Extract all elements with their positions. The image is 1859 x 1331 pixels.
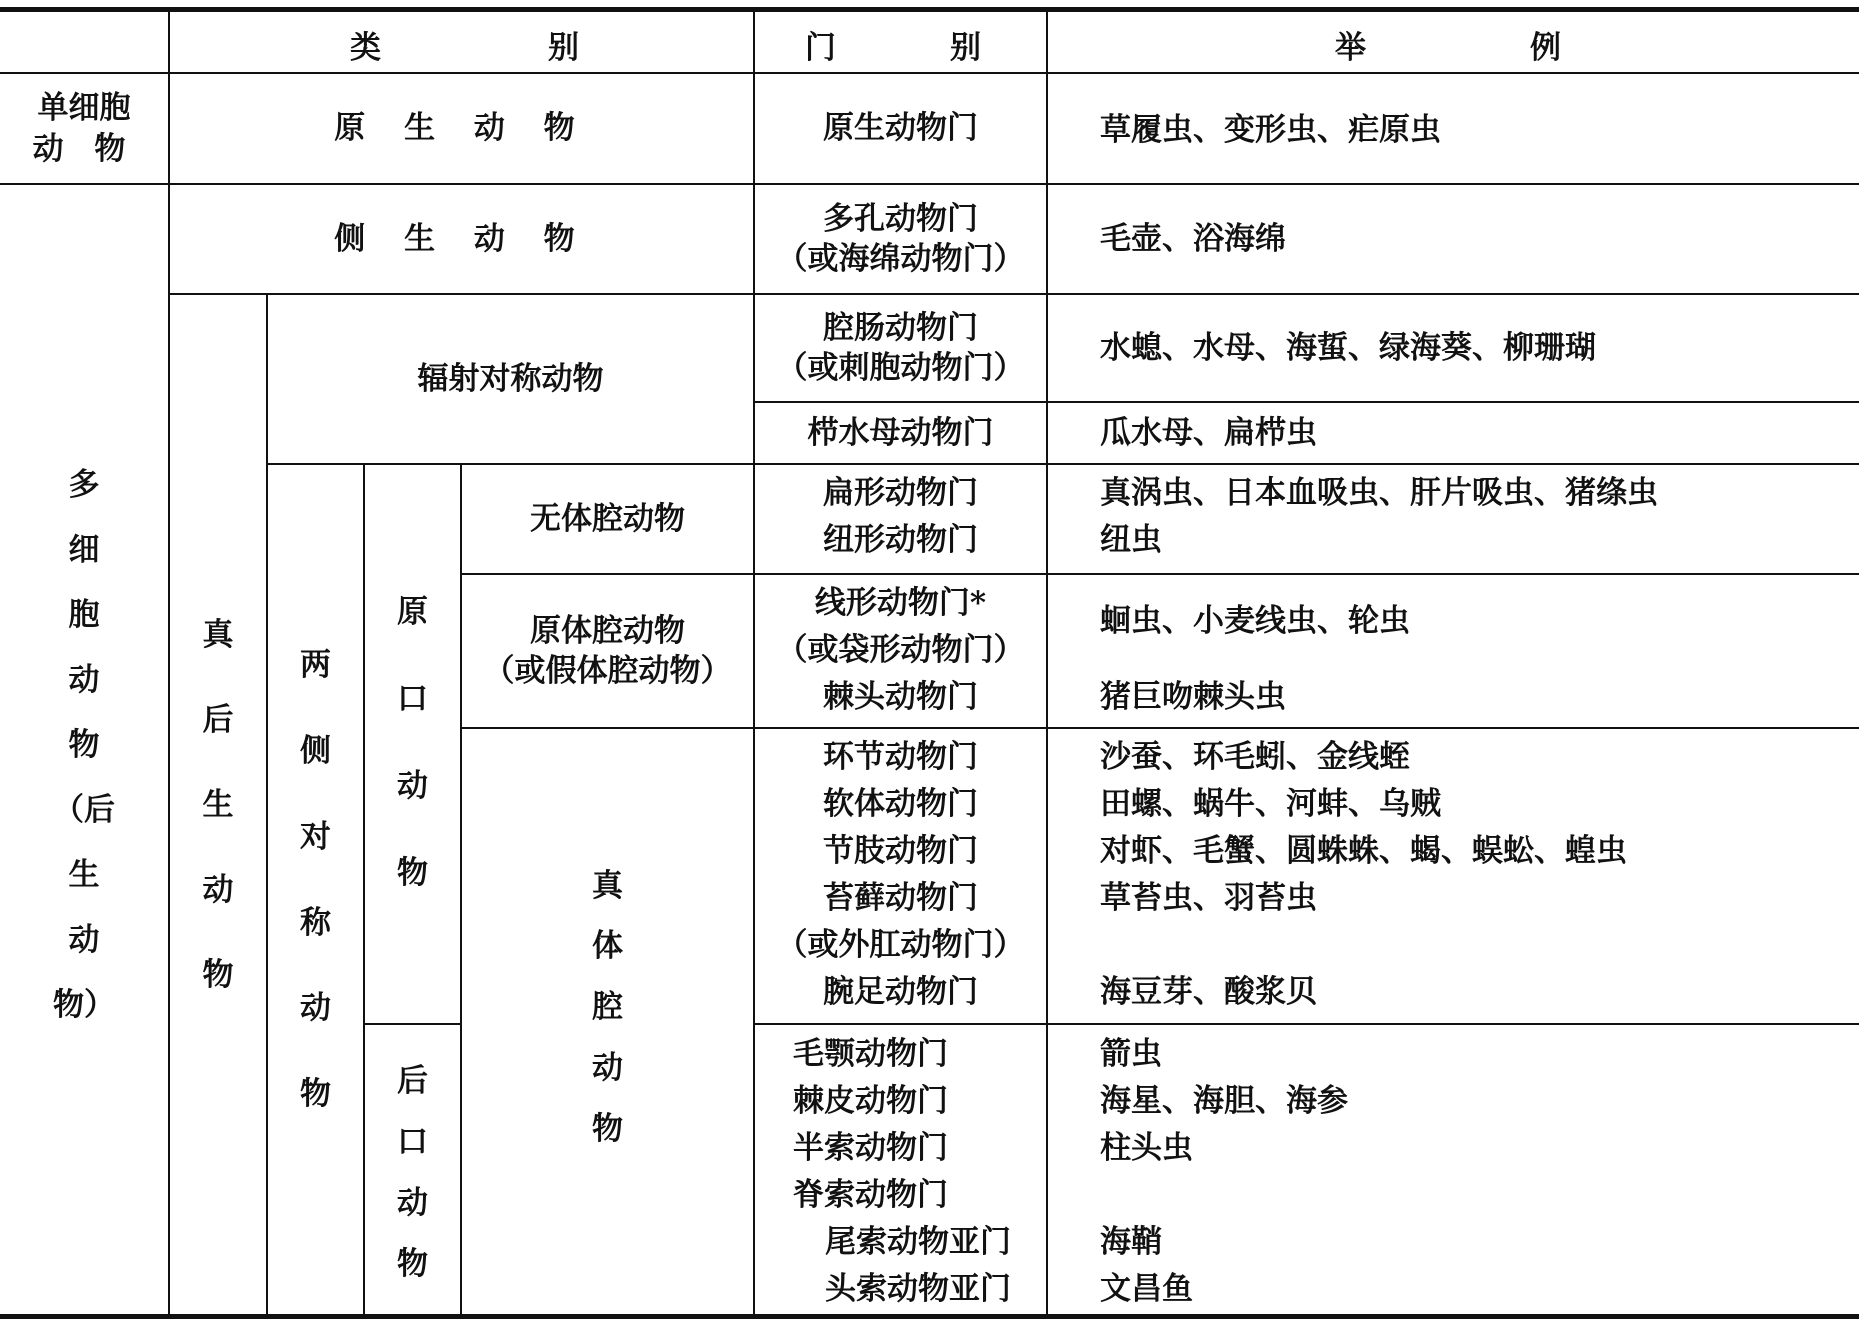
category-coelomate-char: 真: [592, 867, 623, 904]
group-unicellular-line1: 单细胞: [37, 90, 131, 127]
phylum-bryozoa: 苔藓动物门: [823, 880, 978, 917]
subphylum-cephalochordata: 头索动物亚门: [825, 1271, 1011, 1308]
phylum-echinodermata: 棘皮动物门: [793, 1083, 948, 1120]
top-rule: [0, 7, 1859, 12]
header-example-2: 例: [1530, 30, 1561, 66]
group-bilateria-char: 两: [300, 647, 331, 684]
group-multicellular-char: 动: [68, 661, 100, 698]
phylum-nemertea: 纽形动物门: [823, 522, 978, 559]
group-protostome: [365, 545, 460, 940]
group-bilateria: [268, 600, 363, 1160]
group-multicellular-char: 动: [68, 921, 100, 958]
group-protostome-char: 原: [397, 593, 428, 630]
phylum-hemichordata: 半索动物门: [793, 1130, 948, 1167]
examples-platyhelminthes: 真涡虫、日本血吸虫、肝片吸虫、猪绦虫: [1100, 475, 1658, 511]
subphylum-urochordata: 尾索动物亚门: [825, 1224, 1011, 1261]
group-multicellular-char: 多: [68, 466, 100, 503]
header-phylum-2: 别: [950, 30, 981, 66]
examples-acanthocephala: 猪巨吻棘头虫: [1100, 679, 1286, 715]
examples-chaetognatha: 箭虫: [1100, 1036, 1162, 1072]
group-eumetazoa: [170, 570, 266, 1040]
group-bilateria-char: 物: [300, 1076, 331, 1113]
phylum-protozoa: 原生动物门: [823, 110, 978, 147]
header-example-1: 举: [1335, 30, 1366, 66]
examples-cnidaria: 水螅、水母、海蜇、绿海葵、柳珊瑚: [1100, 330, 1596, 366]
group-bilateria-char: 称: [300, 904, 331, 941]
examples-protozoa: 草履虫、变形虫、疟原虫: [1100, 112, 1441, 148]
category-protozoa: 原 生 动 物: [334, 110, 589, 147]
group-deuterostome: [365, 1040, 460, 1305]
group-deuterostome-char: 物: [397, 1245, 428, 1282]
examples-annelida: 沙蚕、环毛蚓、金线蛭: [1100, 739, 1410, 775]
group-eumetazoa-char: 物: [202, 956, 234, 993]
group-deuterostome-char: 动: [397, 1184, 428, 1221]
bottom-rule: [0, 1314, 1859, 1319]
phylum-ectoprocta: （或外肛动物门）: [776, 927, 1025, 964]
phylum-chordata: 脊索动物门: [793, 1177, 948, 1214]
group-protostome-char: 口: [397, 680, 428, 717]
phylum-cnidaria-alt: （或刺胞动物门）: [776, 350, 1025, 386]
phylum-cnidaria: [755, 295, 1046, 401]
group-eumetazoa-char: 后: [202, 701, 234, 738]
group-bilateria-char: 侧: [300, 733, 331, 770]
hline-pseudocoelomate: [461, 727, 1859, 729]
phylum-platyhelminthes: 扁形动物门: [823, 475, 978, 512]
group-unicellular: [0, 74, 168, 183]
group-bilateria-char: 对: [300, 818, 331, 855]
header-category-1: 类: [350, 30, 381, 66]
category-coelomate-char: 物: [592, 1111, 623, 1148]
category-coelomate: [462, 845, 753, 1170]
phylum-acanthocephala: 棘头动物门: [823, 679, 978, 716]
examples-echinodermata: 海星、海胆、海参: [1100, 1083, 1348, 1119]
group-multicellular-char: 物: [68, 726, 100, 763]
group-deuterostome-char: 口: [397, 1123, 428, 1160]
group-multicellular-char: 生: [68, 856, 100, 893]
phylum-chaetognatha: 毛颚动物门: [793, 1036, 948, 1073]
group-eumetazoa-char: 生: [202, 786, 234, 823]
examples-brachiopoda: 海豆芽、酸浆贝: [1100, 974, 1317, 1010]
hline-protostome-right: [754, 1023, 1859, 1025]
header-category-2: 别: [548, 30, 579, 66]
group-eumetazoa-char: 真: [202, 616, 234, 653]
examples-cephalochordata: 文昌鱼: [1100, 1271, 1193, 1307]
category-pseudocoelomate: [462, 575, 753, 727]
examples-nemertea: 纽虫: [1100, 522, 1162, 558]
phylum-porifera-name: 多孔动物门: [823, 200, 978, 237]
group-eumetazoa-char: 动: [202, 871, 234, 908]
examples-hemichordata: 柱头虫: [1100, 1130, 1193, 1166]
phylum-annelida: 环节动物门: [823, 739, 978, 776]
group-bilateria-char: 动: [300, 990, 331, 1027]
category-coelomate-char: 体: [592, 928, 623, 965]
examples-mollusca: 田螺、蜗牛、河蚌、乌贼: [1100, 786, 1441, 822]
group-multicellular-char: （后: [53, 791, 115, 828]
examples-porifera: 毛壶、浴海绵: [1100, 221, 1286, 257]
category-pseudocoelomate-alt: （或假体腔动物）: [483, 653, 732, 689]
category-coelomate-char: 腔: [592, 989, 623, 1026]
group-multicellular-char: 细: [68, 531, 100, 568]
phylum-porifera-alt: （或海绵动物门）: [776, 241, 1025, 277]
hline-protostome: [364, 1023, 461, 1025]
group-multicellular: [0, 440, 168, 1050]
phylum-cnidaria-name: 腔肠动物门: [823, 309, 978, 346]
category-acoelomate: 无体腔动物: [530, 500, 685, 537]
group-unicellular-line2: 动 物: [32, 130, 136, 167]
phylum-mollusca: 软体动物门: [823, 786, 978, 823]
group-protostome-char: 动: [397, 767, 428, 804]
category-pseudocoelomate-name: 原体腔动物: [530, 612, 685, 649]
group-protostome-char: 物: [397, 854, 428, 891]
examples-urochordata: 海鞘: [1100, 1224, 1162, 1260]
category-parazoa: 侧 生 动 物: [334, 220, 589, 257]
phylum-nematoda: 线形动物门*: [814, 585, 987, 622]
phylum-arthropoda: 节肢动物门: [823, 833, 978, 870]
header-phylum-1: 门: [805, 30, 836, 66]
examples-arthropoda: 对虾、毛蟹、圆蛛蛛、蝎、蜈蚣、蝗虫: [1100, 833, 1627, 869]
phylum-ctenophora: 栉水母动物门: [807, 414, 994, 451]
examples-bryozoa: 草苔虫、羽苔虫: [1100, 880, 1317, 916]
phylum-brachiopoda: 腕足动物门: [823, 974, 978, 1011]
group-multicellular-char: 胞: [68, 596, 100, 633]
group-deuterostome-char: 后: [397, 1062, 428, 1099]
examples-ctenophora: 瓜水母、扁栉虫: [1100, 415, 1317, 451]
category-coelomate-char: 动: [592, 1050, 623, 1087]
vline-examples: [1046, 10, 1048, 1316]
group-multicellular-char: 物）: [53, 986, 115, 1023]
examples-nematoda: 蛔虫、小麦线虫、轮虫: [1100, 603, 1410, 639]
category-radiata: 辐射对称动物: [417, 360, 604, 397]
phylum-aschelminthes: （或袋形动物门）: [776, 632, 1025, 669]
phylum-porifera: [755, 185, 1046, 293]
